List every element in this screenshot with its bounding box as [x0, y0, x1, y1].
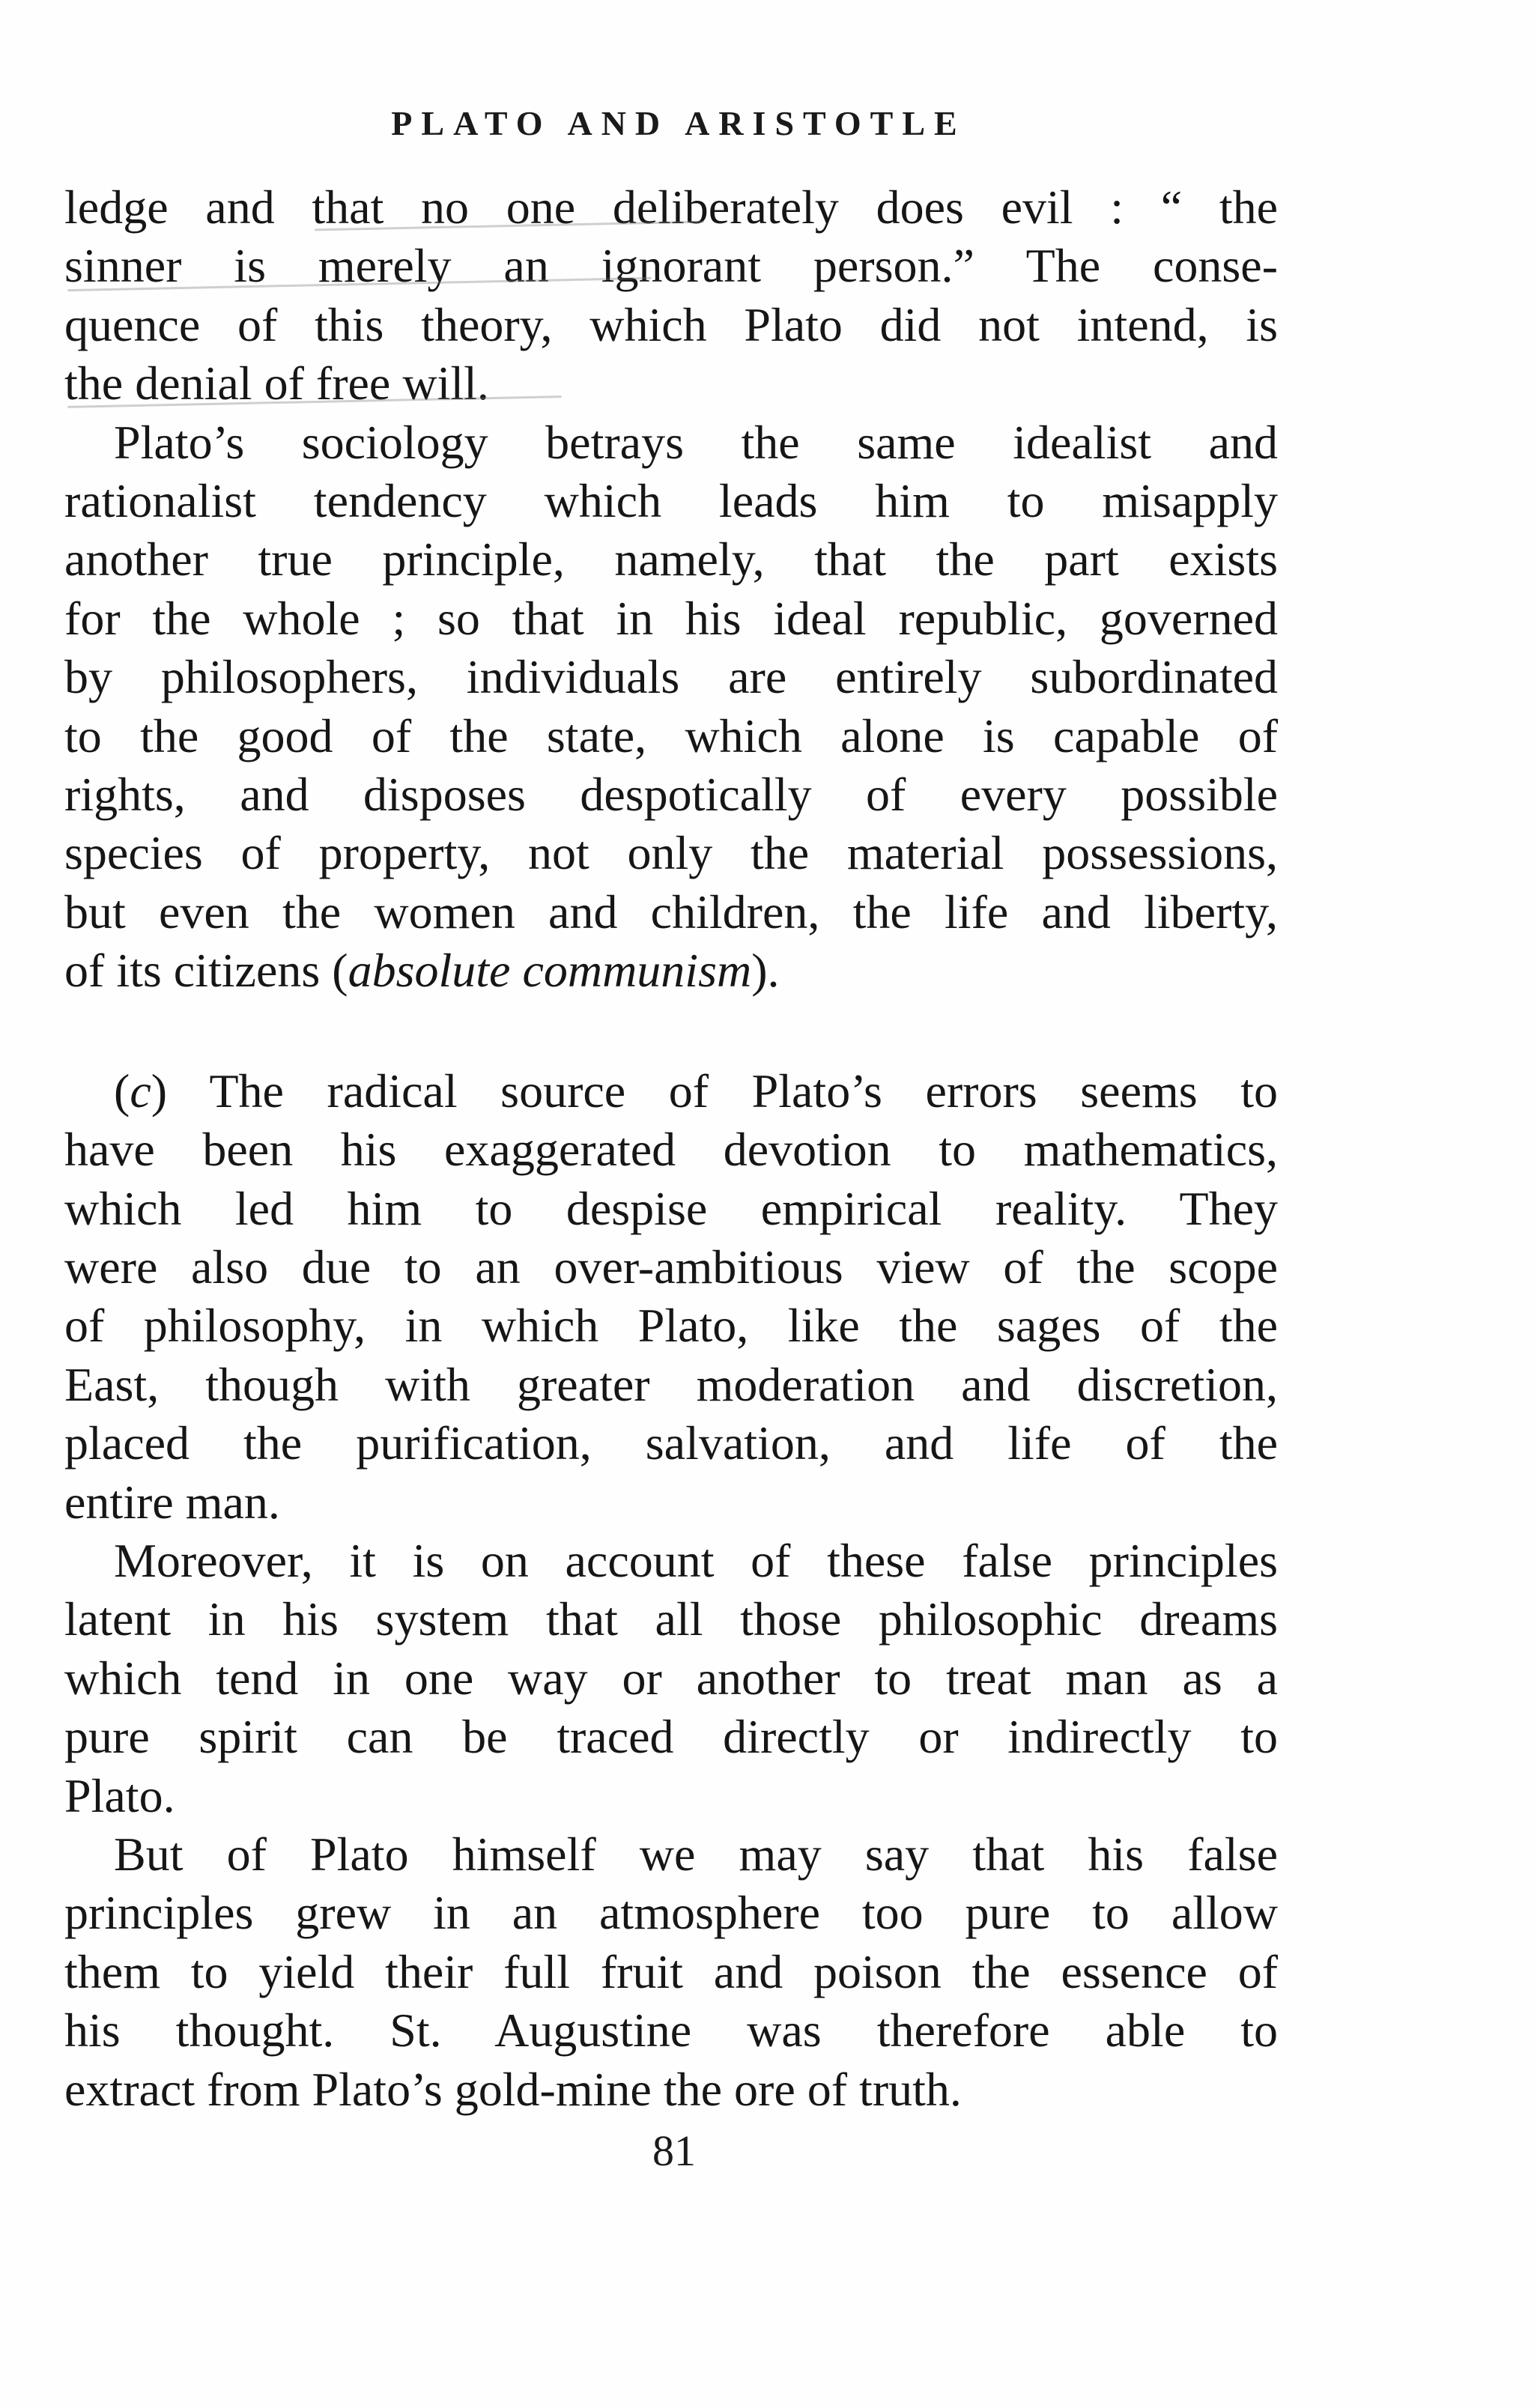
section-label-open: ( — [114, 1064, 130, 1117]
text-line: placed the purification, salvation, and life of the — [64, 1416, 1278, 1470]
text-line: Plato’s sociology betrays the same idealist and — [114, 415, 1278, 469]
text-line: which tend in one way or another to treat man as a — [64, 1651, 1278, 1705]
text-fragment: The radical source of Plato’s errors seems to — [167, 1064, 1278, 1117]
text-fragment: of its citizens ( — [64, 944, 348, 998]
text-line: his thought. St. Augustine was therefore able to — [64, 2004, 1278, 2057]
text-line: sinner is merely an ignorant person.” The conse- — [64, 239, 1278, 293]
section-label: c — [130, 1064, 151, 1117]
paragraph-2 — [64, 413, 1278, 1001]
paragraph-4 — [64, 1532, 1278, 1825]
text-line: species of property, not only the material possessions, — [64, 826, 1278, 880]
text-line: ledge and that no one deliberately does evil : “ the — [64, 181, 1278, 234]
body-text — [64, 178, 1278, 2119]
text-line: them to yield their full fruit and poison the essence of — [64, 1944, 1278, 1998]
page-number: 81 — [652, 2126, 696, 2175]
text-line: quence of this theory, which Plato did not intend, is — [64, 297, 1278, 351]
text-line: latent in his system that all those philosophic dreams — [64, 1592, 1278, 1646]
italic-term: absolute communism — [348, 944, 752, 998]
text-line: East, though with greater moderation and discretion, — [64, 1357, 1278, 1411]
text-line: for the whole ; so that in his ideal republic, governed — [64, 591, 1278, 645]
text-line: Plato. — [64, 1768, 175, 1822]
text-line: principles grew in an atmosphere too pure to allow — [64, 1886, 1278, 1940]
text-line: But of Plato himself we may say that his false — [114, 1827, 1278, 1881]
text-line: to the good of the state, which alone is capable of — [64, 709, 1278, 762]
text-line: another true principle, namely, that the part exists — [64, 533, 1278, 586]
paragraph-3 — [64, 1062, 1278, 1532]
text-line: which led him to despise empirical reality. They — [64, 1181, 1278, 1235]
text-line: by philosophers, individuals are entirely subordinated — [64, 650, 1278, 704]
text-line — [64, 941, 1278, 1000]
text-line: the denial of free will. — [64, 357, 489, 410]
text-line: Moreover, it is on account of these false principles — [114, 1533, 1278, 1587]
text-line: pure spirit can be traced directly or indirectly to — [64, 1710, 1278, 1764]
paragraph-5 — [64, 1825, 1278, 2119]
text-line: extract from Plato’s gold-mine the ore of truth. — [64, 2062, 962, 2116]
running-head: PLATO AND ARISTOTLE — [391, 104, 966, 142]
section-label-close: ) — [151, 1064, 168, 1117]
text-line: have been his exaggerated devotion to mathematics, — [64, 1123, 1278, 1177]
text-line — [64, 1062, 1278, 1120]
text-line: rationalist tendency which leads him to misapply — [64, 474, 1278, 528]
text-line: were also due to an over-ambitious view of the scope — [64, 1240, 1278, 1294]
text-line: rights, and disposes despotically of every possible — [64, 768, 1278, 822]
text-line: of philosophy, in which Plato, like the sages of the — [64, 1299, 1278, 1353]
text-line: but even the women and children, the life and liberty, — [64, 885, 1278, 938]
text-fragment: ). — [751, 944, 780, 998]
paragraph-1 — [64, 178, 1278, 413]
text-line: entire man. — [64, 1475, 280, 1529]
